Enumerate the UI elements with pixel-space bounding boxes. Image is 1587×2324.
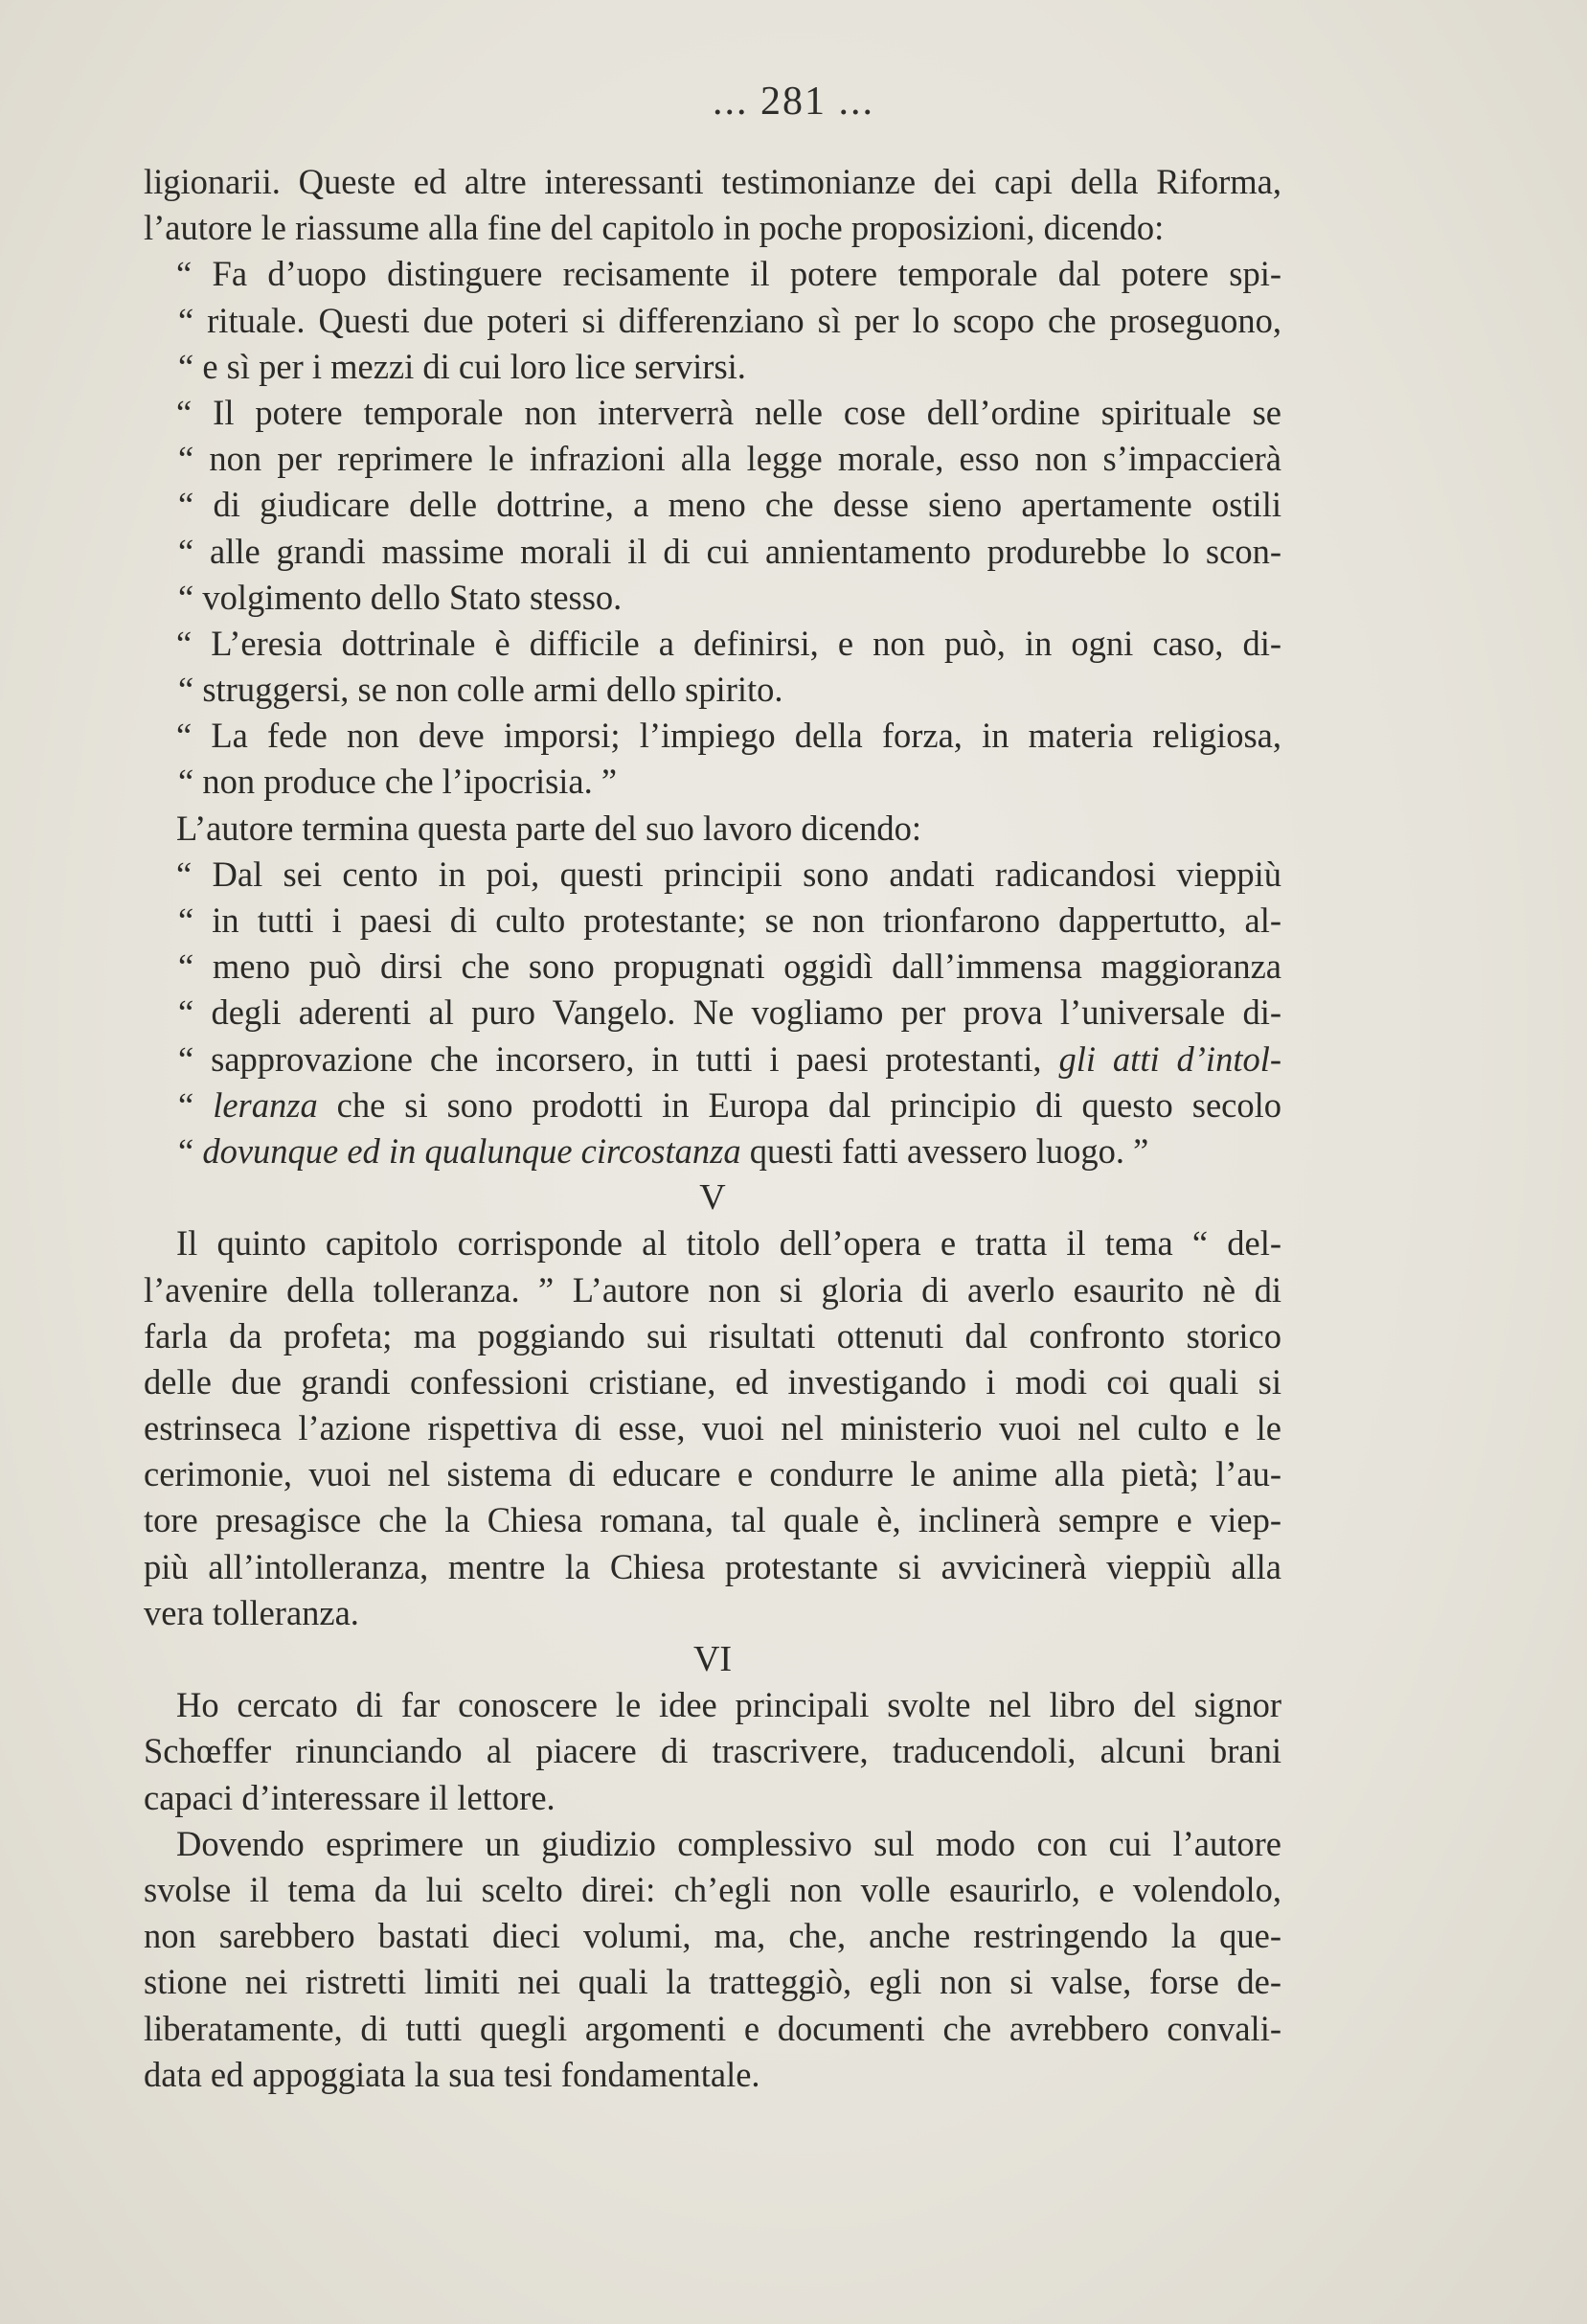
text-line: “ rituale. Questi due poteri si differenziano sì per lo scopo che proseguono,: [178, 300, 1281, 340]
text-line: Dovendo esprimere un giudizio complessivo sul modo con cui l’autore: [176, 1823, 1281, 1863]
text-line: vera tolleranza.: [144, 1592, 359, 1632]
text-line: stione nei ristretti limiti nei quali la tratteggiò, egli non si valse, forse de-: [144, 1962, 1281, 2002]
text-line: “ La fede non deve imporsi; l’impiego della forza, in materia religiosa,: [176, 716, 1281, 756]
text-line: “ Dal sei cento in poi, questi principii sono andati radicandosi vieppiù: [176, 854, 1281, 894]
section-heading: V: [699, 1177, 726, 1219]
text-line: “ L’eresia dottrinale è difficile a definirsi, e non può, in ogni caso, di-: [176, 623, 1281, 663]
text-line: “ Il potere temporale non interverrà nelle cose dell’ordine spirituale se: [176, 392, 1281, 432]
text-line: liberatamente, di tutti quegli argomenti e documenti che avrebbero convali-: [144, 2008, 1281, 2048]
text-line: L’autore termina questa parte del suo lavoro dicendo:: [176, 808, 922, 848]
text-line: “ volgimento dello Stato stesso.: [178, 577, 623, 617]
text-line: “ struggersi, se non colle armi dello spirito.: [178, 670, 783, 710]
text-line: l’autore le riassume alla fine del capitolo in poche proposizioni, dicendo:: [144, 208, 1165, 248]
text-line: “ non produce che l’ipocrisia. ”: [178, 762, 618, 802]
text-line: estrinseca l’azione rispettiva di esse, vuoi nel ministerio vuoi nel culto e le: [144, 1408, 1281, 1448]
body-text: [144, 159, 1281, 2098]
text-line: “ in tutti i paesi di culto protestante; se non trionfarono dappertutto, al-: [178, 900, 1281, 940]
text-line: “ di giudicare delle dottrine, a meno che desse sieno apertamente ostili: [178, 485, 1281, 525]
section-heading: VI: [692, 1639, 733, 1679]
text-line: ligionarii. Queste ed altre interessanti testimonianze dei capi della Riforma,: [144, 162, 1281, 201]
text-line: “ non per reprimere le infrazioni alla legge morale, esso non s’impaccierà: [178, 439, 1281, 479]
text-line: “ sapprovazione che incorsero, in tutti i paesi protestanti, gli atti d’intol-: [178, 1038, 1281, 1079]
text-line: “ leranza che si sono prodotti in Europa dal principio di questo secolo: [178, 1084, 1281, 1125]
text-line: svolse il tema da lui scelto direi: ch’egli non volle esaurirlo, e volendolo,: [144, 1869, 1281, 1909]
text-line: Schœffer rinunciando al piacere di trascrivere, traducendoli, alcuni brani: [144, 1731, 1281, 1771]
text-line: “ degli aderenti al puro Vangelo. Ne vogliamo per prova l’universale di-: [178, 992, 1281, 1033]
text-line: “ meno può dirsi che sono propugnati oggidì dall’immensa maggioranza: [178, 946, 1281, 987]
text-line: “ e sì per i mezzi di cui loro lice servirsi.: [178, 346, 746, 386]
page-number: ... 281 ...: [713, 80, 874, 124]
text-line: Il quinto capitolo corrisponde al titolo dell’opera e tratta il tema “ del-: [176, 1223, 1281, 1264]
text-line: “ Fa d’uopo distinguere recisamente il potere temporale dal potere spi-: [176, 254, 1281, 294]
text-line: farla da profeta; ma poggiando sui risultati ottenuti dal confronto storico: [144, 1315, 1281, 1356]
text-line: “ dovunque ed in qualunque circostanza questi fatti avessero luogo. ”: [178, 1130, 1149, 1171]
text-line: Ho cercato di far conoscere le idee principali svolte nel libro del signor: [176, 1685, 1281, 1725]
text-line: capaci d’interessare il lettore.: [144, 1777, 555, 1817]
ink-blot: [1124, 1376, 1138, 1385]
text-line: più all’intolleranza, mentre la Chiesa protestante si avvicinerà vieppiù alla: [144, 1546, 1281, 1586]
text-line: cerimonie, vuoi nel sistema di educare e condurre le anime alla pietà; l’au-: [144, 1454, 1281, 1494]
text-line: tore presagisce che la Chiesa romana, tal quale è, inclinerà sempre e viep-: [144, 1500, 1281, 1540]
text-line: l’avenire della tolleranza. ” L’autore non si gloria di averlo esaurito nè di: [144, 1269, 1281, 1310]
text-line: “ alle grandi massime morali il di cui annientamento produrebbe lo scon-: [178, 531, 1281, 571]
text-line: non sarebbero bastati dieci volumi, ma, che, anche restringendo la que-: [144, 1916, 1281, 1956]
text-line: delle due grandi confessioni cristiane, ed investigando i modi coi quali si: [144, 1361, 1281, 1401]
text-line: data ed appoggiata la sua tesi fondamentale.: [144, 2054, 760, 2094]
